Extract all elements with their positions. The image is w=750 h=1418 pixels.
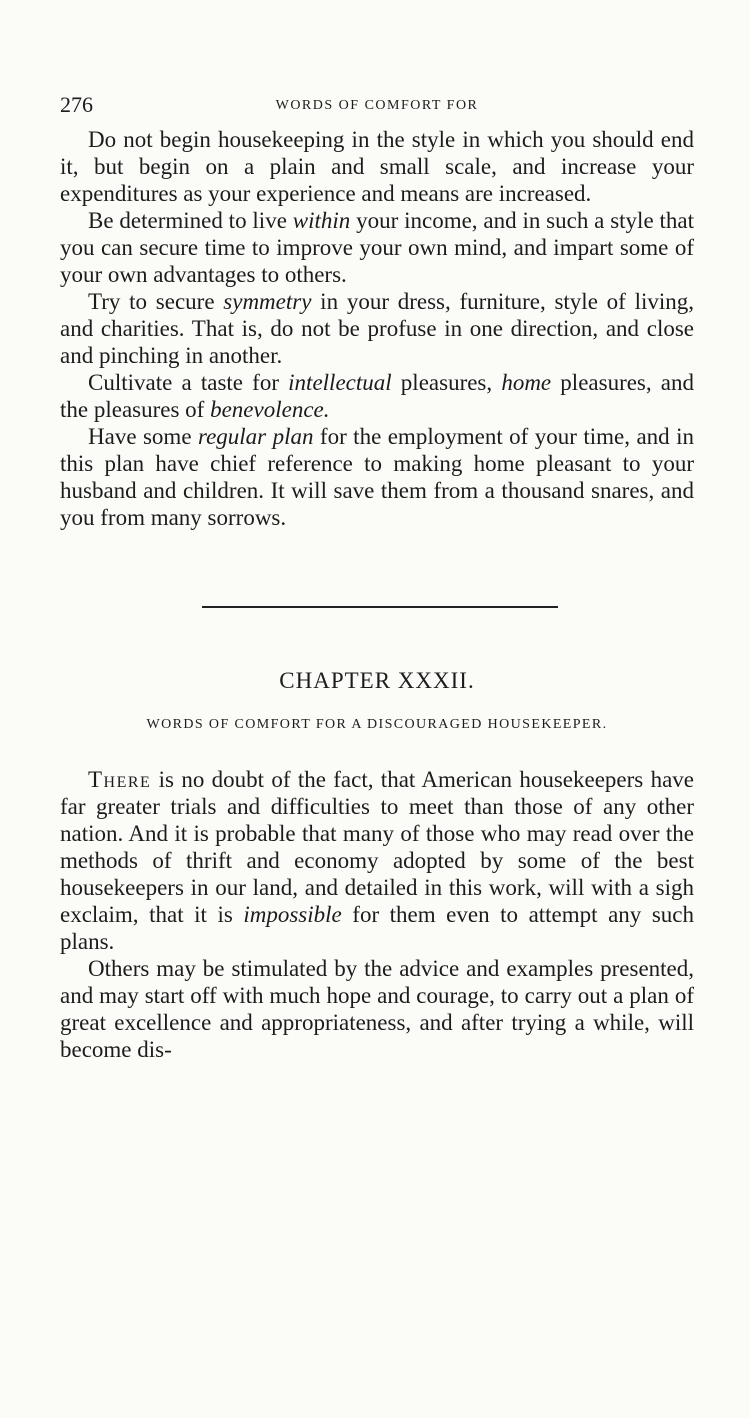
- running-head: [60, 92, 694, 126]
- chapter-subtitle: WORDS OF COMFORT FOR A DISCOURAGED HOUSEKEEPER.: [146, 717, 608, 732]
- italic-emphasis: intellectual: [288, 370, 392, 395]
- chapter-paragraph: Others may be stimulated by the advice and examples presented, and may start off with much hope and courage, to carry out a plan of great excellence and appropriateness, and after trying a while, will become dis-: [60, 956, 694, 1062]
- section-divider: [202, 606, 558, 608]
- italic-emphasis: within: [292, 208, 351, 233]
- running-title: WORDS OF COMFORT FOR: [275, 98, 479, 113]
- advice-paragraph: Have some regular plan for the employment of your time, and in this plan have chief reference to making home pleasant to your husband and children. It will save them from a thousand snares, and you from many sorrows.: [60, 424, 694, 530]
- italic-emphasis: home: [501, 370, 552, 395]
- chapter-paragraph: There is no doubt of the fact, that American housekeepers have far greater trials and difficulties to meet than those of any other nation. And it is probable that many of those who may read over the methods of thrift and economy adopted by some of the best housekeepers in our land, and detailed in this work, will with a sigh exclaim, that it is impossible for them even to attempt any such plans.: [60, 767, 695, 954]
- italic-emphasis: benevolence.: [210, 397, 330, 422]
- italic-emphasis: regular plan: [197, 424, 314, 449]
- book-page: [60, 92, 694, 1063]
- page-number: 276: [60, 92, 93, 117]
- small-caps-opening: There: [88, 767, 152, 792]
- advice-paragraph: Be determined to live within your income, and in such a style that you can secure time to improve your own mind, and impart some of your own advantages to others.: [60, 208, 694, 287]
- italic-emphasis: impossible: [243, 902, 342, 927]
- advice-paragraph: Do not begin housekeeping in the style in which you should end it, but begin on a plain and small scale, and increase your expenditures as your experience and means are increased.: [60, 127, 694, 206]
- advice-paragraph: Try to secure symmetry in your dress, furniture, style of living, and charities. That is, do not be profuse in one direction, and close and pinching in another.: [60, 289, 694, 368]
- advice-section: [60, 126, 694, 531]
- chapter-body: [60, 766, 694, 1063]
- italic-emphasis: symmetry: [223, 289, 312, 314]
- chapter-title: CHAPTER XXXII.: [279, 668, 475, 693]
- advice-paragraph: Cultivate a taste for intellectual pleasures, home pleasures, and the pleasures of benevolence.: [60, 370, 695, 422]
